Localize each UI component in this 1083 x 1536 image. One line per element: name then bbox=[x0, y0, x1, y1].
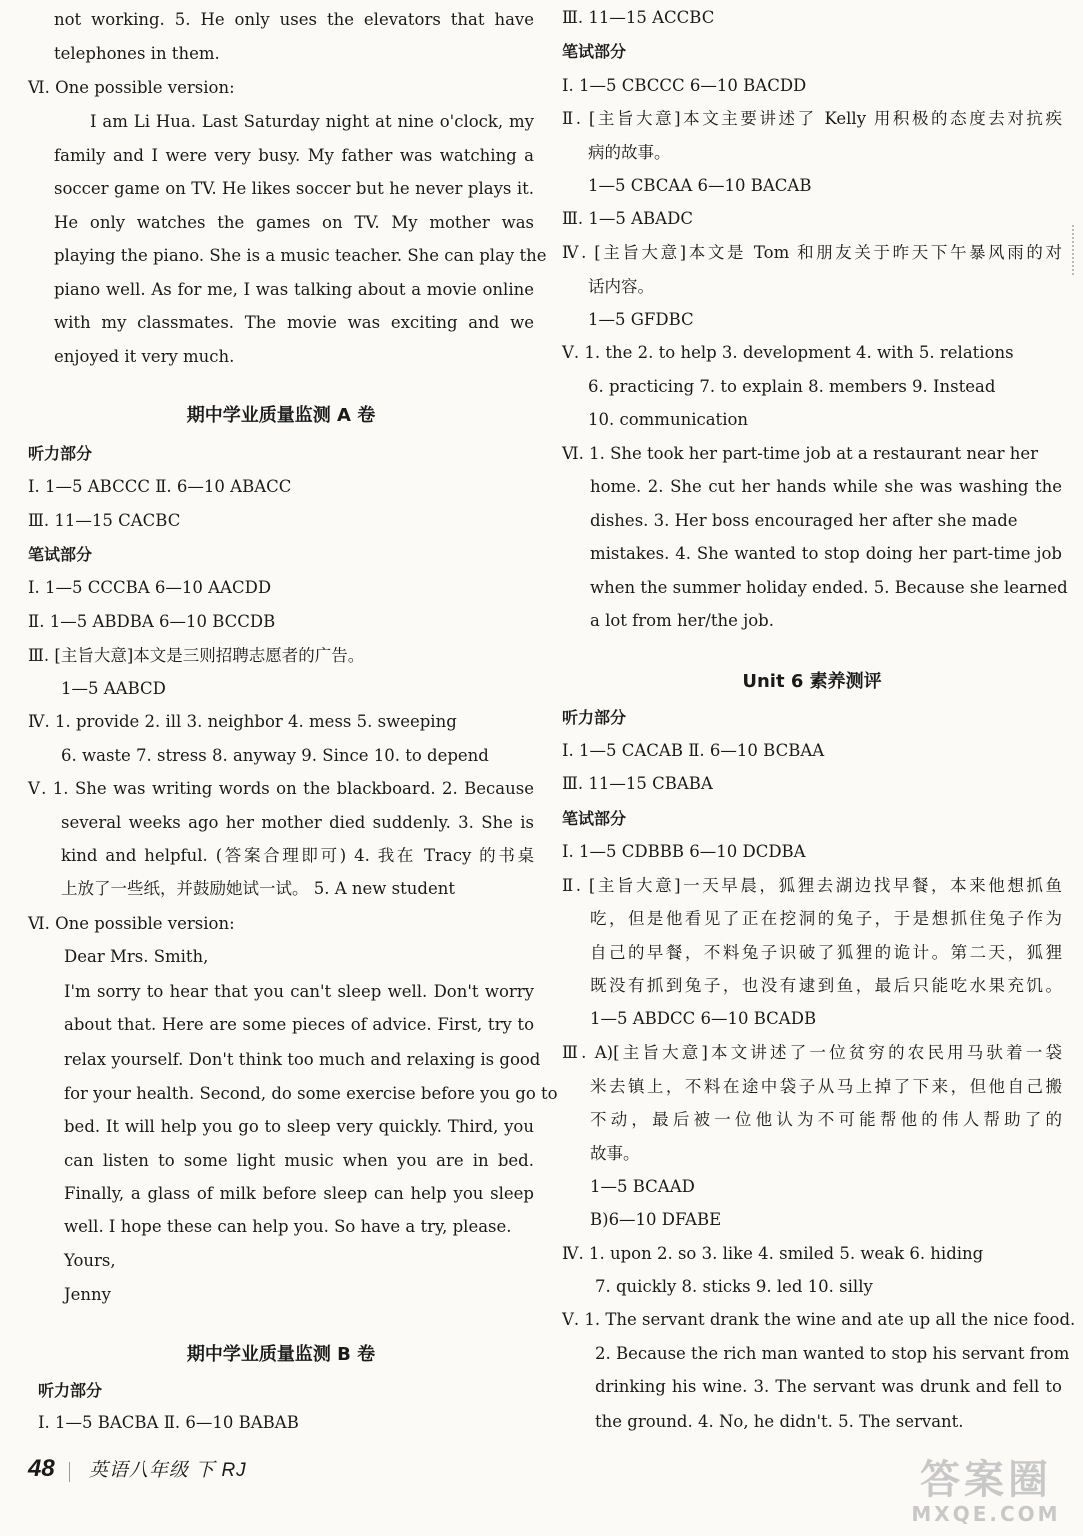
right-column-line: 故事。 bbox=[590, 1144, 640, 1163]
right-column-line: 1—5 BCAAD bbox=[590, 1177, 695, 1196]
right-column-line: 吃，但是他看见了正在挖洞的兔子，于是想抓住兔子作为 bbox=[590, 909, 1062, 928]
right-column-line: Ⅱ. [主旨大意]本文主要讲述了 Kelly 用积极的态度去对抗疾 bbox=[562, 109, 1062, 128]
left-column-line: piano well. As for me, I was talking about a movie online bbox=[54, 280, 534, 299]
right-column-line: a lot from her/the job. bbox=[590, 611, 774, 630]
right-column-line: home. 2. She cut her hands while she was washing the bbox=[590, 477, 1062, 496]
left-column-line: Yours, bbox=[64, 1251, 116, 1270]
left-column-line: Ⅲ. 11—15 CACBC bbox=[28, 511, 181, 530]
section-label: 听力部分 bbox=[28, 444, 93, 463]
right-column-line: 米去镇上，不料在途中袋子从马上掉了下来，但他自己搬 bbox=[590, 1077, 1062, 1096]
footer-divider bbox=[69, 1462, 70, 1482]
left-column-line: Ⅳ. 1. provide 2. ill 3. neighbor 4. mess 5. sweeping bbox=[28, 712, 457, 731]
right-column-line: Ⅲ. 11—15 ACCBC bbox=[562, 8, 715, 27]
right-column-line: Ⅰ. 1—5 CBCCC 6—10 BACDD bbox=[562, 76, 807, 95]
right-column-line: Ⅴ. 1. The servant drank the wine and ate up all the nice food. bbox=[562, 1310, 1076, 1329]
watermark-top: 答案圈 bbox=[920, 1457, 1052, 1503]
footer-subject: 英语八年级 下 RJ bbox=[88, 1460, 247, 1481]
right-column-line: Ⅲ. A)[主旨大意]本文讲述了一位贫穷的农民用马驮着一袋 bbox=[562, 1043, 1062, 1062]
left-column-line: Ⅱ. 1—5 ABDBA 6—10 BCCDB bbox=[28, 612, 276, 631]
left-column-line: Ⅲ. [主旨大意]本文是三则招聘志愿者的广告。 bbox=[28, 646, 365, 665]
left-column-line: Ⅰ. 1—5 CCCBA 6—10 AACDD bbox=[28, 578, 272, 597]
right-column-line: B)6—10 DFABE bbox=[590, 1210, 722, 1229]
left-column-line: I am Li Hua. Last Saturday night at nine o'clock, my bbox=[90, 112, 534, 131]
left-column-line: Jenny bbox=[64, 1285, 111, 1304]
left-column-line: Ⅰ. 1—5 BACBA Ⅱ. 6—10 BABAB bbox=[38, 1413, 299, 1432]
right-column-line: Ⅰ. 1—5 CDBBB 6—10 DCDBA bbox=[562, 842, 806, 861]
right-column-line: 6. practicing 7. to explain 8. members 9. Instead bbox=[588, 377, 996, 396]
section-label: 笔试部分 bbox=[28, 545, 93, 564]
left-column-line: with my classmates. The movie was exciting and we bbox=[54, 313, 534, 332]
left-column-line: 6. waste 7. stress 8. anyway 9. Since 10. to depend bbox=[61, 746, 489, 765]
right-column-line: 2. Because the rich man wanted to stop his servant from bbox=[595, 1344, 1070, 1363]
right-column-line: 1—5 CBCAA 6—10 BACAB bbox=[588, 176, 812, 195]
section-label: 笔试部分 bbox=[562, 42, 627, 61]
left-column-line: can listen to some light music when you are in bed. bbox=[64, 1151, 534, 1170]
right-column-line: Ⅲ. 11—15 CBABA bbox=[562, 774, 713, 793]
watermark-bottom: MXQE.COM bbox=[911, 1502, 1061, 1526]
left-column-line: He only watches the games on TV. My mother was bbox=[54, 213, 534, 232]
right-column-line: Ⅳ. [主旨大意]本文是 Tom 和朋友关于昨天下午暴风雨的对 bbox=[562, 243, 1062, 262]
page-footer bbox=[28, 1455, 247, 1485]
right-column-line: 1—5 ABDCC 6—10 BCADB bbox=[590, 1009, 817, 1028]
section-title: Unit 6 素养测评 bbox=[742, 671, 882, 692]
left-column-line: soccer game on TV. He likes soccer but he never plays it. bbox=[54, 179, 534, 198]
left-column-line: well. I hope these can help you. So have a try, please. bbox=[64, 1217, 512, 1236]
right-column-line: 1—5 GFDBC bbox=[588, 310, 694, 329]
left-column-line: not working. 5. He only uses the elevators that have bbox=[54, 10, 534, 29]
left-column-line: playing the piano. She is a music teacher. She can play the bbox=[54, 246, 547, 265]
right-column-line: 自己的早餐，不料兔子识破了狐狸的诡计。第二天，狐狸 bbox=[590, 943, 1062, 962]
left-column-line: for your health. Second, do some exercise before you go to bbox=[64, 1084, 558, 1103]
right-column-line: when the summer holiday ended. 5. Because she learned bbox=[590, 578, 1068, 597]
left-column-line: I'm sorry to hear that you can't sleep well. Don't worry bbox=[64, 982, 534, 1001]
left-column-line: 1—5 AABCD bbox=[61, 679, 166, 698]
margin-dots bbox=[1072, 225, 1076, 275]
left-column-line: Dear Mrs. Smith, bbox=[64, 947, 209, 966]
right-column-line: Ⅰ. 1—5 CACAB Ⅱ. 6—10 BCBAA bbox=[562, 741, 825, 760]
right-column-line: 7. quickly 8. sticks 9. led 10. silly bbox=[595, 1277, 873, 1296]
left-column-line: family and I were very busy. My father was watching a bbox=[54, 146, 534, 165]
right-column-line: Ⅲ. 1—5 ABADC bbox=[562, 209, 693, 228]
section-title: 期中学业质量监测 B 卷 bbox=[186, 1344, 376, 1365]
right-column-line: 话内容。 bbox=[588, 277, 654, 296]
section-label: 笔试部分 bbox=[562, 809, 627, 828]
left-column-line: kind and helpful. (答案合理即可) 4. 我在 Tracy 的书桌 bbox=[61, 846, 534, 865]
left-column-line: several weeks ago her mother died suddenly. 3. She is bbox=[61, 813, 534, 832]
right-column-line: 不动，最后被一位他认为不可能帮他的伟人帮助了的 bbox=[590, 1110, 1062, 1129]
right-column-line: 10. communication bbox=[588, 410, 749, 429]
right-column-line: 既没有抓到兔子，也没有逮到鱼，最后只能吃水果充饥。 bbox=[590, 976, 1062, 995]
left-column-line: 上放了一些纸，并鼓励她试一试。 5. A new student bbox=[61, 879, 455, 898]
right-column-line: Ⅴ. 1. the 2. to help 3. development 4. with 5. relations bbox=[562, 343, 1014, 362]
right-column-line: dishes. 3. Her boss encouraged her after she made bbox=[590, 511, 1018, 530]
left-column-line: Ⅰ. 1—5 ABCCC Ⅱ. 6—10 ABACC bbox=[28, 477, 292, 496]
left-column-line: bed. It will help you go to sleep very quickly. Third, you bbox=[64, 1117, 534, 1136]
left-column-line: telephones in them. bbox=[54, 44, 220, 63]
right-column-line: drinking his wine. 3. The servant was drunk and fell to bbox=[595, 1377, 1062, 1396]
section-label: 听力部分 bbox=[562, 708, 627, 727]
right-column-line: Ⅱ. [主旨大意]一天早晨，狐狸去湖边找早餐，本来他想抓鱼 bbox=[562, 876, 1062, 895]
right-column-line: Ⅳ. 1. upon 2. so 3. like 4. smiled 5. weak 6. hiding bbox=[562, 1244, 984, 1263]
left-column-line: Finally, a glass of milk before sleep can help you sleep bbox=[64, 1184, 534, 1203]
left-column-line: about that. Here are some pieces of advice. First, try to bbox=[64, 1015, 534, 1034]
right-column-line: 病的故事。 bbox=[588, 143, 671, 162]
left-column-line: relax yourself. Don't think too much and relaxing is good bbox=[64, 1050, 541, 1069]
left-column-line: Ⅵ. One possible version: bbox=[28, 914, 235, 933]
watermark-logo bbox=[901, 1458, 1071, 1530]
left-column-line: enjoyed it very much. bbox=[54, 347, 235, 366]
right-column-line: Ⅵ. 1. She took her part-time job at a restaurant near her bbox=[562, 444, 1039, 463]
section-label: 听力部分 bbox=[38, 1381, 103, 1400]
right-column-line: mistakes. 4. She wanted to stop doing her part-time job bbox=[590, 544, 1062, 563]
left-column-line: Ⅴ. 1. She was writing words on the blackboard. 2. Because bbox=[28, 779, 534, 798]
section-title: 期中学业质量监测 A 卷 bbox=[186, 405, 376, 426]
left-column-line: Ⅵ. One possible version: bbox=[28, 78, 235, 97]
right-column-line: the ground. 4. No, he didn't. 5. The servant. bbox=[595, 1412, 964, 1431]
page-number: 48 bbox=[28, 1455, 55, 1482]
